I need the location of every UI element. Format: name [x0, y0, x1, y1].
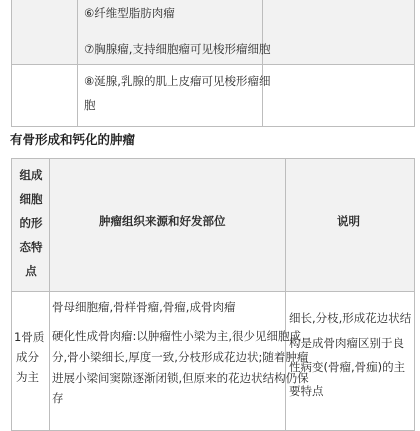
- header-text: 态特: [19, 240, 43, 254]
- cell-text: 成分: [16, 350, 39, 364]
- top-table-cell: [78, 65, 271, 127]
- cell-text: 分,骨小梁细长,厚度一致,分枝形成花边状;随着肿瘤: [52, 350, 309, 364]
- header-text: 组成: [19, 168, 43, 182]
- cell-text: 硬化性成骨肉瘤:以肿瘤性小梁为主,很少见细胞成: [52, 329, 302, 343]
- header-text: 点: [25, 264, 37, 278]
- row-cell-morphology: [12, 292, 50, 431]
- cell-text: 存: [52, 391, 64, 405]
- header-text: 的形: [19, 216, 43, 230]
- cell-text: 要特点: [289, 384, 324, 398]
- top-table-cell-empty: [263, 0, 415, 65]
- cell-text: 性病变(骨瘤,骨痂)的主: [289, 360, 406, 374]
- top-table-cell: [78, 0, 271, 65]
- top-table-cell-empty: [263, 65, 415, 127]
- cell-text: 为主: [16, 370, 39, 384]
- cell-text: 骨母细胞瘤,骨样骨瘤,骨瘤,成骨肉瘤: [52, 300, 236, 314]
- table-text: 胞: [84, 98, 96, 112]
- table-text: ⑦胸腺瘤,支持细胞瘤可见梭形瘤细胞: [84, 42, 271, 56]
- top-table-row: [12, 0, 415, 65]
- tumor-table: [11, 158, 415, 431]
- top-table-cell-empty: [12, 65, 78, 127]
- table-text: ⑥纤维型脂肪肉瘤: [84, 6, 175, 20]
- header-cell-note: [286, 159, 415, 292]
- header-text: 说明: [337, 214, 360, 228]
- top-table-row: [12, 65, 415, 127]
- top-table: [11, 0, 415, 127]
- cell-text: 1骨质: [14, 330, 45, 344]
- row-cell-note: [286, 292, 415, 431]
- table-row: [12, 292, 415, 431]
- table-header-row: [12, 159, 415, 292]
- header-text: 细胞: [19, 192, 43, 206]
- cell-text: 构是成骨肉瘤区别于良: [289, 336, 404, 350]
- section-heading: 有骨形成和钙化的肿瘤: [10, 132, 136, 147]
- cell-text: 进展小梁间窦隙逐渐闭锁,但原来的花边状结构仍保: [52, 371, 309, 385]
- cell-text: 细长,分枝,形成花边状结: [289, 311, 412, 325]
- top-table-cell-empty: [12, 0, 78, 65]
- header-text: 肿瘤组织来源和好发部位: [99, 214, 226, 228]
- table-text: ⑧涎腺,乳腺的肌上皮瘤可见梭形瘤细: [84, 74, 271, 88]
- header-cell-morphology: [12, 159, 50, 292]
- header-cell-origin: [50, 159, 286, 292]
